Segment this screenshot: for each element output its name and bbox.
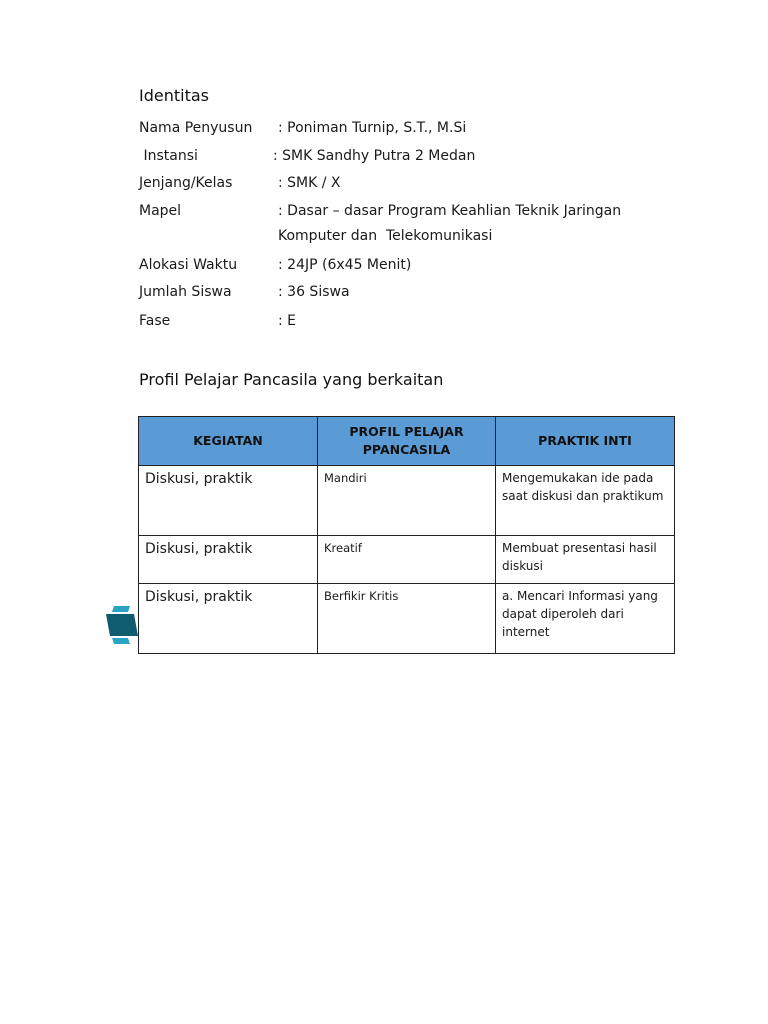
- identity-label: Instansi: [139, 148, 198, 164]
- identity-label: Nama Penyusun: [139, 120, 253, 136]
- document-logo-icon: [106, 606, 138, 644]
- table-row: [139, 584, 675, 654]
- identity-label: Alokasi Waktu: [139, 257, 238, 273]
- cell-kegiatan: Diskusi, praktik: [139, 466, 318, 536]
- cell-praktik: Mengemukakan ide pada saat diskusi dan praktikum: [496, 466, 675, 536]
- header-kegiatan: KEGIATAN: [139, 417, 318, 466]
- profil-table: [138, 416, 675, 654]
- identity-label: Jenjang/Kelas: [139, 175, 233, 191]
- identity-label: Fase: [139, 313, 171, 329]
- identity-value: : Poniman Turnip, S.T., M.Si: [278, 120, 467, 136]
- cell-kegiatan: Diskusi, praktik: [139, 584, 318, 654]
- table-header-row: [139, 417, 675, 466]
- cell-profil: Mandiri: [318, 466, 496, 536]
- identity-value: : SMK / X: [278, 175, 341, 191]
- table-row: [139, 536, 675, 584]
- table-row: [139, 466, 675, 536]
- cell-profil: Kreatif: [318, 536, 496, 584]
- header-praktik: PRAKTIK INTI: [496, 417, 675, 466]
- identity-label: Jumlah Siswa: [139, 284, 232, 300]
- profil-heading: Profil Pelajar Pancasila yang berkaitan: [139, 370, 444, 389]
- header-profil: PROFIL PELAJAR PPANCASILA: [318, 417, 496, 466]
- identitas-heading: Identitas: [139, 86, 209, 105]
- identity-label: Mapel: [139, 203, 182, 219]
- cell-praktik: a. Mencari Informasi yang dapat diperoleh dari internet: [496, 584, 675, 654]
- identity-value: : 36 Siswa: [278, 284, 350, 300]
- identity-value: : 24JP (6x45 Menit): [278, 257, 412, 273]
- identity-value: : E: [278, 313, 297, 329]
- identity-value: : Dasar – dasar Program Keahlian Teknik Jaringan: [278, 203, 622, 219]
- cell-praktik: Membuat presentasi hasil diskusi: [496, 536, 675, 584]
- cell-kegiatan: Diskusi, praktik: [139, 536, 318, 584]
- cell-profil: Berfikir Kritis: [318, 584, 496, 654]
- identity-value-continued: Komputer dan Telekomunikasi: [278, 228, 493, 244]
- identity-value: : SMK Sandhy Putra 2 Medan: [273, 148, 476, 164]
